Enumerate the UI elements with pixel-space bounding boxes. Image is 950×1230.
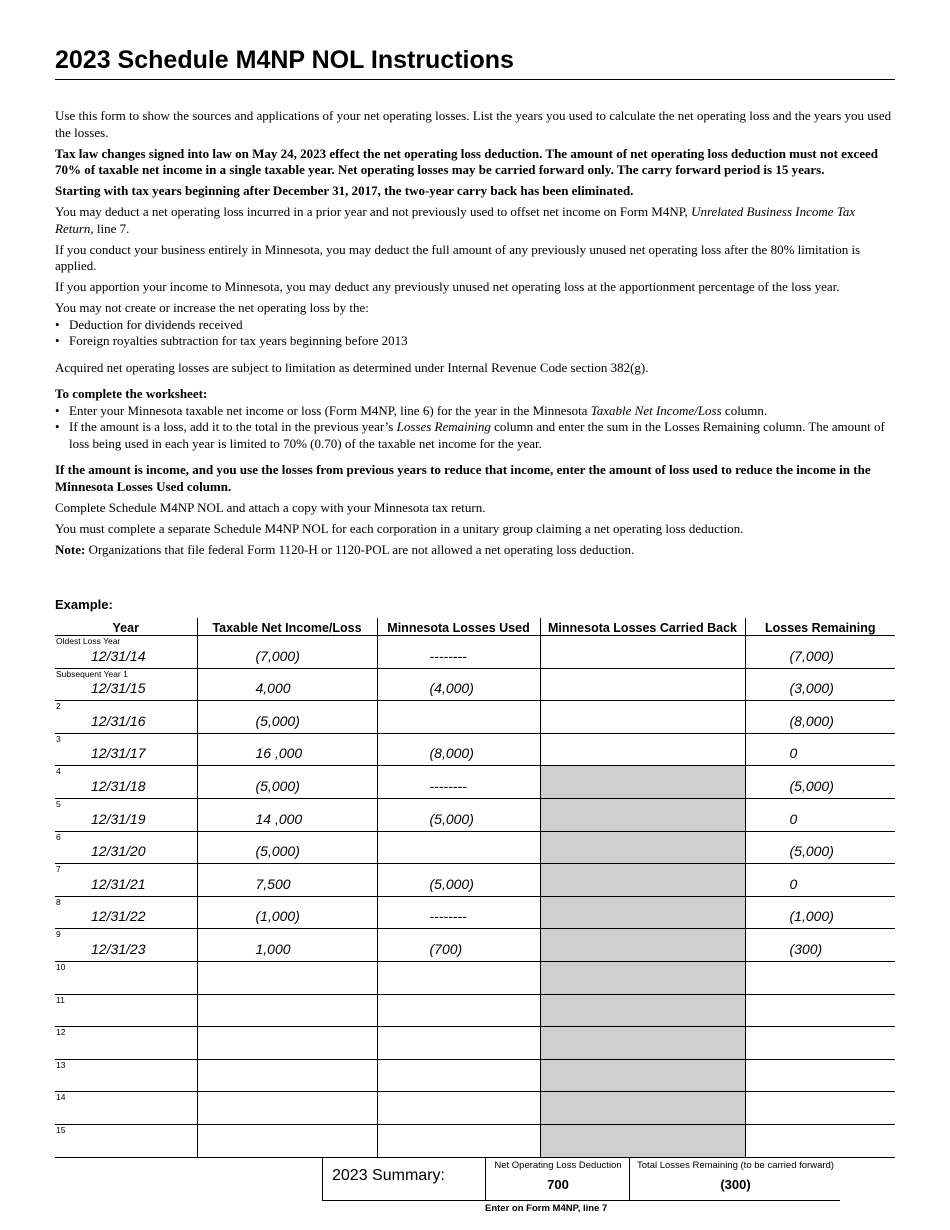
- taxable-income-cell-value: (5,000): [255, 777, 300, 794]
- losses-carried-back-cell[interactable]: [540, 1059, 745, 1092]
- losses-remaining-cell[interactable]: [745, 1092, 895, 1125]
- losses-carried-back-cell[interactable]: [540, 929, 745, 962]
- may-not-create-paragraph: You may not create or increase the net operating loss by the:: [55, 300, 369, 315]
- losses-used-cell[interactable]: [377, 896, 540, 929]
- table-row: [55, 733, 895, 766]
- losses-remaining-cell-value: (8,000): [789, 712, 834, 729]
- losses-used-cell[interactable]: [377, 961, 540, 994]
- row-label: 10: [56, 961, 66, 972]
- may-not-create-list: [55, 317, 895, 350]
- example-label: Example:: [55, 597, 113, 612]
- taxable-income-cell-value: 4,000: [255, 680, 291, 697]
- table-row: [55, 1092, 895, 1125]
- taxable-income-cell-value: (5,000): [255, 843, 300, 860]
- year-value: 12/31/20: [91, 843, 146, 860]
- taxable-income-cell[interactable]: [197, 994, 377, 1027]
- table-row: [55, 636, 895, 669]
- losses-used-cell[interactable]: [377, 1092, 540, 1125]
- row-label: 12: [56, 1027, 66, 1038]
- list-item: • Enter your Minnesota taxable net income or loss (Form M4NP, line 6) for the year in the Minnesota Taxable Net Income/Loss column.: [55, 403, 895, 420]
- year-cell[interactable]: [55, 1027, 197, 1060]
- year-cell[interactable]: [55, 798, 197, 831]
- worksheet-list: [55, 403, 895, 453]
- year-value: 12/31/14: [91, 647, 146, 664]
- row-label: 14: [56, 1092, 66, 1103]
- row-label: Subsequent Year 1: [56, 668, 128, 679]
- table-body: [55, 636, 895, 1158]
- year-cell[interactable]: [55, 831, 197, 864]
- table-row: [55, 798, 895, 831]
- taxable-income-cell[interactable]: [197, 896, 377, 929]
- losses-used-cell[interactable]: [377, 864, 540, 897]
- taxable-income-cell[interactable]: [197, 701, 377, 734]
- losses-carried-back-cell[interactable]: [540, 798, 745, 831]
- losses-remaining-cell[interactable]: [745, 864, 895, 897]
- losses-carried-back-cell[interactable]: [540, 896, 745, 929]
- nol-deduction-cell: [485, 1158, 630, 1200]
- losses-remaining-cell[interactable]: [745, 929, 895, 962]
- taxable-income-cell-value: (5,000): [255, 712, 300, 729]
- row-label: 7: [56, 864, 61, 875]
- complete-schedule-paragraph: Complete Schedule M4NP NOL and attach a copy with your Minnesota tax return.: [55, 499, 486, 515]
- taxable-income-cell[interactable]: [197, 831, 377, 864]
- taxable-income-cell-value: (7,000): [255, 647, 300, 664]
- column-header-taxable-income: Taxable Net Income/Loss: [197, 618, 377, 636]
- taxable-income-cell[interactable]: [197, 733, 377, 766]
- losses-used-cell[interactable]: [377, 1059, 540, 1092]
- page-title: 2023 Schedule M4NP NOL Instructions: [55, 46, 895, 80]
- year-cell[interactable]: [55, 896, 197, 929]
- losses-remaining-cell-value: (5,000): [789, 843, 834, 860]
- year-cell[interactable]: [55, 1059, 197, 1092]
- taxable-income-cell[interactable]: [197, 1092, 377, 1125]
- table-row: [55, 701, 895, 734]
- column-header-losses-carried-back: Minnesota Losses Carried Back: [540, 618, 745, 636]
- year-cell[interactable]: [55, 636, 197, 669]
- losses-remaining-cell[interactable]: [745, 798, 895, 831]
- taxable-income-cell[interactable]: [197, 929, 377, 962]
- table-row: [55, 1027, 895, 1060]
- year-value: 12/31/21: [91, 875, 146, 892]
- row-label: 5: [56, 798, 61, 809]
- losses-carried-back-cell[interactable]: [540, 668, 745, 701]
- losses-remaining-cell-value: 0: [789, 745, 798, 762]
- table-row: [55, 831, 895, 864]
- note-paragraph: Note: Organizations that file federal Form 1120-H or 1120-POL are not allowed a net operating loss deduction.: [55, 541, 635, 557]
- losses-used-cell-value: --------: [429, 777, 467, 794]
- taxable-income-cell[interactable]: [197, 668, 377, 701]
- summary-label: 2023 Summary:: [322, 1158, 485, 1200]
- year-cell[interactable]: [55, 701, 197, 734]
- deduct-prior-loss-paragraph: You may deduct a net operating loss incurred in a prior year and not previously used to offset net income on Form M4NP, Unrelated Business Income Tax Return, line 7.: [55, 204, 856, 236]
- year-cell[interactable]: [55, 961, 197, 994]
- year-cell[interactable]: [55, 994, 197, 1027]
- list-item: • If the amount is a loss, add it to the total in the previous year’s Losses Remaining column and enter the sum in the Losses Remaining column. The amount of loss being used in each year is limited to 70% (0.70) of the taxable net income for the year.: [55, 419, 895, 452]
- losses-remaining-cell[interactable]: [745, 1124, 895, 1157]
- worksheet-heading: To complete the worksheet:: [55, 386, 208, 401]
- total-losses-remaining-header: Total Losses Remaining (to be carried forward): [637, 1160, 834, 1171]
- row-label: 13: [56, 1059, 66, 1070]
- year-value: 12/31/18: [91, 777, 146, 794]
- taxable-income-cell[interactable]: [197, 864, 377, 897]
- losses-remaining-cell[interactable]: [745, 701, 895, 734]
- losses-used-cell[interactable]: [377, 1124, 540, 1157]
- losses-used-cell[interactable]: [377, 701, 540, 734]
- losses-remaining-cell[interactable]: [745, 961, 895, 994]
- losses-remaining-cell[interactable]: [745, 1027, 895, 1060]
- losses-used-cell[interactable]: [377, 766, 540, 799]
- taxable-income-cell[interactable]: [197, 636, 377, 669]
- taxable-income-cell[interactable]: [197, 1027, 377, 1060]
- year-cell[interactable]: [55, 668, 197, 701]
- year-value: 12/31/17: [91, 745, 146, 762]
- intro-paragraph: Use this form to show the sources and applications of your net operating losses. List the years you used to calculate the net operating loss and the years you used the losses.: [55, 108, 892, 140]
- table-row: [55, 994, 895, 1027]
- losses-remaining-cell[interactable]: [745, 766, 895, 799]
- year-cell[interactable]: [55, 733, 197, 766]
- taxable-income-cell-value: 1,000: [255, 940, 291, 957]
- losses-remaining-cell-value: (7,000): [789, 647, 834, 664]
- taxable-income-cell-value: (1,000): [255, 908, 300, 925]
- tax-law-change-paragraph: Tax law changes signed into law on May 24, 2023 effect the net operating loss deduction. The amount of net operating loss deduction must not exceed 70% of taxable net income in a single taxable year. Net operating losses may be carried forward only. The carry forward period is 15 years.: [55, 145, 878, 177]
- row-label: Oldest Loss Year: [56, 636, 121, 646]
- taxable-income-cell-value: 7,500: [255, 875, 291, 892]
- losses-remaining-cell[interactable]: [745, 831, 895, 864]
- losses-remaining-cell[interactable]: [745, 733, 895, 766]
- losses-used-cell-value: --------: [429, 908, 467, 925]
- taxable-income-cell-value: 14 ,000: [255, 810, 303, 827]
- losses-used-cell[interactable]: [377, 668, 540, 701]
- summary-row: [322, 1158, 840, 1201]
- table-row: [55, 766, 895, 799]
- losses-used-cell-value: (8,000): [429, 745, 474, 762]
- losses-carried-back-cell[interactable]: [540, 701, 745, 734]
- row-label: 6: [56, 831, 61, 842]
- year-value: 12/31/16: [91, 712, 146, 729]
- losses-remaining-cell[interactable]: [745, 636, 895, 669]
- nol-deduction-value: 700: [547, 1177, 569, 1192]
- row-label: 9: [56, 929, 61, 940]
- losses-remaining-cell[interactable]: [745, 896, 895, 929]
- year-value: 12/31/19: [91, 810, 146, 827]
- losses-carried-back-cell[interactable]: [540, 1027, 745, 1060]
- column-header-year: Year: [55, 618, 197, 636]
- taxable-income-cell[interactable]: [197, 1059, 377, 1092]
- table-row: [55, 1124, 895, 1157]
- total-losses-remaining-value: (300): [720, 1177, 751, 1192]
- total-losses-remaining-cell: [629, 1158, 841, 1200]
- carry-back-paragraph: Starting with tax years beginning after December 31, 2017, the two-year carry back has been eliminated.: [55, 183, 634, 198]
- losses-carried-back-cell[interactable]: [540, 733, 745, 766]
- losses-remaining-cell[interactable]: [745, 668, 895, 701]
- list-item: • Deduction for dividends received: [55, 317, 895, 334]
- column-header-losses-used: Minnesota Losses Used: [377, 618, 540, 636]
- losses-used-cell[interactable]: [377, 636, 540, 669]
- row-label: 8: [56, 896, 61, 907]
- losses-used-cell[interactable]: [377, 929, 540, 962]
- table-header-row: [55, 618, 895, 636]
- row-label: 4: [56, 766, 61, 777]
- year-value: 12/31/22: [91, 908, 146, 925]
- list-item: • Foreign royalties subtraction for tax years beginning before 2013: [55, 333, 895, 350]
- losses-remaining-cell[interactable]: [745, 994, 895, 1027]
- year-cell[interactable]: [55, 1124, 197, 1157]
- losses-used-cell-value: --------: [429, 647, 467, 664]
- year-cell[interactable]: [55, 1092, 197, 1125]
- year-value: 12/31/23: [91, 940, 146, 957]
- losses-used-cell-value: (5,000): [429, 875, 474, 892]
- nol-deduction-header: Net Operating Loss Deduction: [494, 1160, 622, 1171]
- losses-carried-back-cell[interactable]: [540, 994, 745, 1027]
- income-paragraph: If the amount is income, and you use the losses from previous years to reduce that income, enter the amount of loss used to reduce the income in the Minnesota Losses Used column.: [55, 462, 871, 494]
- column-header-losses-remaining: Losses Remaining: [745, 618, 895, 636]
- losses-remaining-cell-value: (1,000): [789, 908, 834, 925]
- row-label: 15: [56, 1124, 66, 1135]
- losses-carried-back-cell[interactable]: [540, 864, 745, 897]
- losses-carried-back-cell[interactable]: [540, 636, 745, 669]
- unitary-group-paragraph: You must complete a separate Schedule M4NP NOL for each corporation in a unitary group claiming a net operating loss deduction.: [55, 520, 744, 536]
- losses-used-cell[interactable]: [377, 1027, 540, 1060]
- enter-on-form-note: Enter on Form M4NP, line 7: [485, 1203, 608, 1214]
- losses-carried-back-cell[interactable]: [540, 1092, 745, 1125]
- row-label: 11: [56, 994, 65, 1005]
- losses-remaining-cell-value: (5,000): [789, 777, 834, 794]
- losses-remaining-cell-value: 0: [789, 875, 798, 892]
- losses-remaining-cell-value: (300): [789, 940, 823, 957]
- losses-used-cell-value: (4,000): [429, 680, 474, 697]
- instructions-text: [55, 108, 895, 563]
- table-row: [55, 1059, 895, 1092]
- losses-used-cell-value: (5,000): [429, 810, 474, 827]
- taxable-income-cell[interactable]: [197, 766, 377, 799]
- losses-remaining-cell[interactable]: [745, 1059, 895, 1092]
- entirely-minnesota-paragraph: If you conduct your business entirely in Minnesota, you may deduct the full amount of any previously unused net operating loss after the 80% limitation is applied.: [55, 241, 861, 273]
- losses-used-cell[interactable]: [377, 831, 540, 864]
- table-row: [55, 929, 895, 962]
- year-cell[interactable]: [55, 864, 197, 897]
- losses-carried-back-cell[interactable]: [540, 961, 745, 994]
- table-row: [55, 864, 895, 897]
- losses-used-cell-value: (700): [429, 940, 463, 957]
- losses-used-cell[interactable]: [377, 798, 540, 831]
- taxable-income-cell[interactable]: [197, 798, 377, 831]
- losses-carried-back-cell[interactable]: [540, 766, 745, 799]
- row-label: 2: [56, 701, 61, 712]
- table-row: [55, 668, 895, 701]
- table-row: [55, 896, 895, 929]
- table-row: [55, 961, 895, 994]
- losses-carried-back-cell[interactable]: [540, 1124, 745, 1157]
- losses-remaining-cell-value: (3,000): [789, 680, 834, 697]
- year-value: 12/31/15: [91, 680, 146, 697]
- apportion-paragraph: If you apportion your income to Minnesota, you may deduct any previously unused net operating loss at the apportionment percentage of the loss year.: [55, 279, 840, 294]
- year-cell[interactable]: [55, 929, 197, 962]
- taxable-income-cell[interactable]: [197, 961, 377, 994]
- row-label: 3: [56, 733, 61, 744]
- taxable-income-cell[interactable]: [197, 1124, 377, 1157]
- losses-remaining-cell-value: 0: [789, 810, 798, 827]
- losses-carried-back-cell[interactable]: [540, 831, 745, 864]
- taxable-income-cell-value: 16 ,000: [255, 745, 303, 762]
- losses-used-cell[interactable]: [377, 994, 540, 1027]
- nol-worksheet-table: [55, 618, 895, 1158]
- losses-used-cell[interactable]: [377, 733, 540, 766]
- acquired-loss-paragraph: Acquired net operating losses are subject to limitation as determined under Internal Revenue Code section 382(g).: [55, 359, 649, 375]
- year-cell[interactable]: [55, 766, 197, 799]
